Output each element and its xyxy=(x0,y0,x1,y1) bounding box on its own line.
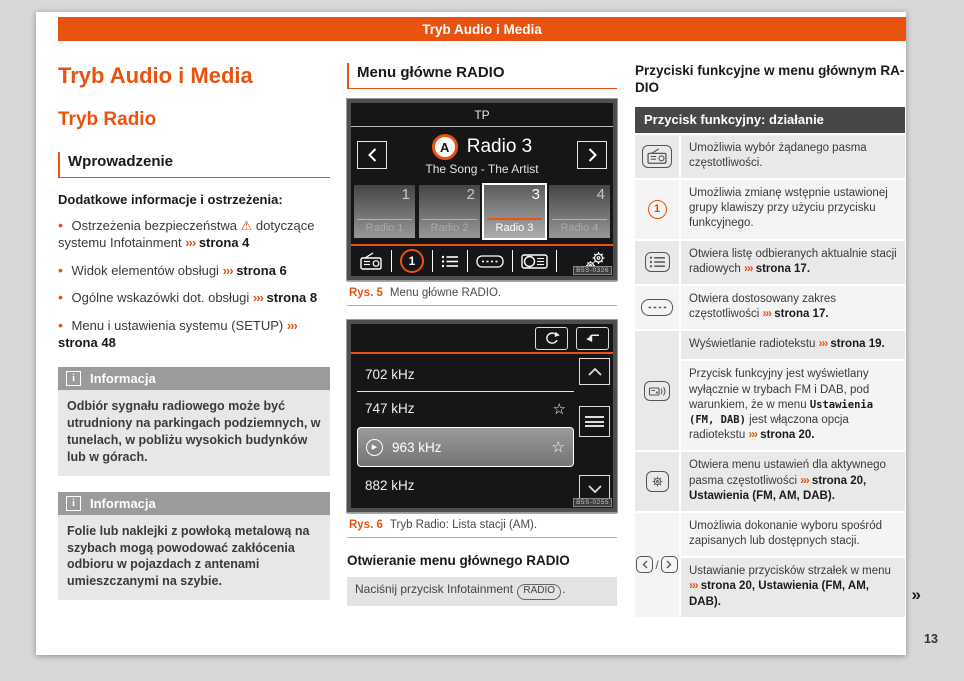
preset-group-1-icon: 1 xyxy=(648,200,667,219)
figure-code: B5S-0326 xyxy=(573,266,612,275)
band-select-key xyxy=(635,135,679,178)
list-top-bar xyxy=(351,324,613,352)
scroll-up-button xyxy=(579,358,610,385)
table-cell: Wyświetlanie radiotekstu ››› strona 19. xyxy=(681,331,905,359)
bullet-icon: • xyxy=(58,289,63,306)
info-icon: i xyxy=(66,496,81,511)
figure-label: Rys. 6 xyxy=(349,519,383,531)
instruction-box xyxy=(347,577,617,606)
preset-buttons xyxy=(351,181,613,244)
preset-label: Radio 1 xyxy=(357,219,412,238)
preset-button-2 xyxy=(419,185,480,238)
cross-ref-arrows-icon: ››› xyxy=(252,290,263,306)
bullet-text: Ostrzeżenia bezpieczeństwa xyxy=(71,218,238,233)
radio-icon xyxy=(646,148,668,165)
manual-tuning-button xyxy=(513,250,557,272)
instruction-punctuation: . xyxy=(562,582,566,596)
cross-ref-arrows-icon: ››› xyxy=(185,235,196,251)
band-select-button xyxy=(351,250,392,272)
instruction-text: Naciśnij przycisk Infotainment xyxy=(355,582,514,596)
chapter-title: Tryb Audio i Media xyxy=(58,63,253,88)
station-list-item xyxy=(357,469,574,502)
bullet-text: Menu i ustawienia systemu (SETUP) xyxy=(71,317,284,333)
info-box-header xyxy=(58,492,330,515)
scrollbar xyxy=(579,358,610,502)
cross-ref-arrows-icon: ››› xyxy=(286,317,297,333)
manual-page xyxy=(36,12,921,655)
back-arrow-icon xyxy=(585,332,601,344)
figure-radio-main-menu xyxy=(347,99,617,280)
frequency-band-icon xyxy=(645,302,669,313)
station-list-item xyxy=(357,392,574,425)
list-item xyxy=(58,316,330,352)
page-reference: strona 20, Ustawienia (FM, AM, DAB). xyxy=(689,580,869,608)
station-frequency: 747 kHz xyxy=(365,401,415,416)
scroll-handle xyxy=(579,406,610,437)
menu-path: Ustawienia (FM, DAB) xyxy=(689,398,874,426)
table-cell: Otwiera menu ustawień dla aktywnego pasma częstotliwości ››› strona 20, Ustawienia (FM, AM, DAB). xyxy=(681,452,905,511)
next-station-button xyxy=(577,141,607,169)
middle-column xyxy=(347,55,617,606)
station-list-item-selected xyxy=(357,427,574,467)
station-frequency: 963 kHz xyxy=(392,439,442,455)
bullet-text: Widok elementów obsługi xyxy=(71,262,219,278)
frequency-band-button xyxy=(468,250,513,272)
table-cell: Umożliwia dokonanie wyboru spośród zapisanych lub dostępnych stacji. xyxy=(681,513,905,556)
page-reference: strona 19. xyxy=(830,338,885,351)
preset-number: 1 xyxy=(401,186,410,203)
table-cell: Przycisk funkcyjny jest wyświetlany wyłącznie w trybach FM i DAB, pod warunkiem, że w menu Ustawienia (FM, DAB) jest włączona opcja radiotekstu ››› strona 20. xyxy=(681,361,905,450)
page-header-title: Tryb Audio i Media xyxy=(422,21,542,37)
chevron-up-icon xyxy=(588,368,602,376)
cross-ref-arrows-icon: ››› xyxy=(222,262,233,278)
favorite-star-icon: ☆ xyxy=(552,400,566,418)
right-column xyxy=(635,55,921,617)
radiotext-icon xyxy=(648,384,666,398)
now-playing-icon: ▶ xyxy=(366,439,383,456)
station-list-icon xyxy=(441,254,459,269)
figure-caption-text: Menu główne RADIO. xyxy=(389,287,502,299)
page-reference: strona 20, Ustawienia (FM, AM, DAB). xyxy=(689,474,867,502)
tp-status-label: TP xyxy=(351,103,613,127)
figure-code: B5S-0255 xyxy=(573,498,612,507)
page-reference: strona 17. xyxy=(755,262,811,275)
preset-group-key xyxy=(635,180,679,239)
info-box-header xyxy=(58,367,330,390)
station-frequency: 702 kHz xyxy=(365,367,415,382)
cross-ref-arrows-icon: ››› xyxy=(748,429,757,442)
preset-label: Radio 3 xyxy=(487,218,542,238)
bullet-icon: • xyxy=(58,316,63,333)
bullet-list-heading: Dodatkowe informacje i ostrzeżenia: xyxy=(58,192,283,207)
chevron-right-icon xyxy=(588,148,597,162)
figure-caption xyxy=(347,281,617,306)
station-list-item xyxy=(357,358,574,392)
settings-gear-icon xyxy=(650,474,665,489)
page-reference: strona 17. xyxy=(774,308,829,321)
table-cell: Umożliwia zmianę wstępnie ustawionej grupy klawiszy przy użyciu przycisku funkcyjnego. xyxy=(681,180,905,239)
preset-button-1 xyxy=(354,185,415,238)
figure-label: Rys. 5 xyxy=(349,287,383,299)
arrow-right-key-icon xyxy=(661,556,678,573)
radio-icon xyxy=(359,252,383,271)
station-name: Radio 3 xyxy=(466,136,533,157)
station-row xyxy=(351,127,613,181)
table-cell: Otwiera dostosowany zakres częstotliwości ››› strona 17. xyxy=(681,286,905,329)
table-header: Przycisk funkcyjny: działanie xyxy=(635,107,905,133)
station-list-key xyxy=(635,241,679,284)
previous-station-button xyxy=(357,141,387,169)
warning-triangle-icon: ⚠ xyxy=(240,218,253,233)
cross-ref-arrows-icon: ››› xyxy=(762,308,772,321)
info-box-title: Informacja xyxy=(90,495,156,511)
frequency-band-key xyxy=(635,286,679,329)
continuation-mark: » xyxy=(911,584,921,604)
callout-a-badge: A xyxy=(432,134,458,160)
figure-toolbar xyxy=(351,244,613,276)
current-station xyxy=(387,134,577,176)
table-cell: Otwiera listę odbieranych aktualnie stacji radiowych ››› strona 17. xyxy=(681,241,905,284)
bullet-text: Ogólne wskazówki dot. obsługi xyxy=(71,290,250,306)
table-cell: Ustawianie przycisków strzałek w menu ››› strona 20, Ustawienia (FM, AM, DAB). xyxy=(681,558,905,617)
station-list-body xyxy=(351,354,613,508)
chevron-down-icon xyxy=(588,485,602,493)
figure-station-list xyxy=(347,320,617,512)
page-reference: strona 20. xyxy=(760,429,815,442)
arrow-keys xyxy=(635,513,679,617)
preset-button-3-selected xyxy=(484,185,545,238)
preset-group-1-icon: 1 xyxy=(400,249,424,273)
figure-caption xyxy=(347,513,617,538)
page-reference: strona 48 xyxy=(58,335,116,351)
refresh-scan-icon xyxy=(543,331,560,345)
favorite-star-icon: ☆ xyxy=(551,439,565,456)
page-reference: strona 6 xyxy=(236,262,287,278)
info-box-title: Informacja xyxy=(90,371,156,387)
key-separator: / xyxy=(655,557,659,572)
preset-number: 2 xyxy=(466,186,475,203)
preset-number: 3 xyxy=(531,186,540,203)
section-heading-menu-glowne-radio: Menu główne RADIO xyxy=(347,63,617,89)
figure-caption-text: Tryb Radio: Lista stacji (AM). xyxy=(389,519,538,531)
frequency-band-icon xyxy=(476,255,504,268)
scan-button xyxy=(535,327,568,350)
preset-number: 4 xyxy=(596,186,605,203)
list-item xyxy=(58,216,330,252)
info-box xyxy=(58,492,330,601)
cross-ref-arrows-icon: ››› xyxy=(689,580,698,593)
chapter-subtitle: Tryb Radio xyxy=(58,109,157,130)
chevron-left-icon xyxy=(368,148,377,162)
preset-label: Radio 4 xyxy=(552,219,607,238)
page-reference: strona 8 xyxy=(266,290,318,306)
radio-keycap: RADIO xyxy=(517,584,561,600)
info-box xyxy=(58,367,330,476)
page-number: 13 xyxy=(924,632,938,646)
page-reference: strona 4 xyxy=(198,235,250,251)
preset-group-button xyxy=(392,250,433,272)
bullet-icon: • xyxy=(58,217,63,233)
info-box-body: Odbiór sygnału radiowego może być utrudniony na parkingach podziemnych, w tunelach, w pobliżu wysokich budynków lub w górach. xyxy=(58,390,330,476)
list-item xyxy=(58,288,330,306)
table-section-heading: Przyciski funkcyjne w menu głównym RA-DIO xyxy=(635,63,905,95)
cross-ref-arrows-icon: ››› xyxy=(743,262,753,275)
subsection-heading: Otwieranie menu głównego RADIO xyxy=(347,553,570,568)
preset-button-4 xyxy=(549,185,610,238)
info-box-body: Folie lub naklejki z powłoką metalową na szybach mogą powodować zakłócenia odbioru w pojazdach z antenami umieszczanymi na szybie. xyxy=(58,515,330,601)
page-header-bar xyxy=(58,17,906,41)
station-list-button xyxy=(433,250,468,272)
back-button xyxy=(576,327,609,350)
radiotext-key xyxy=(635,331,679,450)
track-info: The Song - The Artist xyxy=(425,162,539,176)
info-icon: i xyxy=(66,371,81,386)
settings-key xyxy=(635,452,679,511)
section-heading-wprowadzenie: Wprowadzenie xyxy=(58,152,330,178)
bullet-text: dotyczące systemu Infotainment xyxy=(58,218,315,251)
station-list-icon xyxy=(649,255,666,269)
cross-ref-arrows-icon: ››› xyxy=(800,474,809,487)
station-frequency: 882 kHz xyxy=(365,478,415,493)
arrow-left-key-icon xyxy=(636,556,653,573)
left-column xyxy=(58,55,330,600)
list-item xyxy=(58,261,330,279)
function-buttons-table xyxy=(635,107,921,617)
manual-tuning-icon xyxy=(521,252,548,270)
preset-label: Radio 2 xyxy=(422,219,477,238)
bullet-icon: • xyxy=(58,261,63,278)
table-cell: Umożliwia wybór żądanego pasma częstotliwości. xyxy=(681,135,905,178)
cross-ref-arrows-icon: ››› xyxy=(818,338,828,351)
